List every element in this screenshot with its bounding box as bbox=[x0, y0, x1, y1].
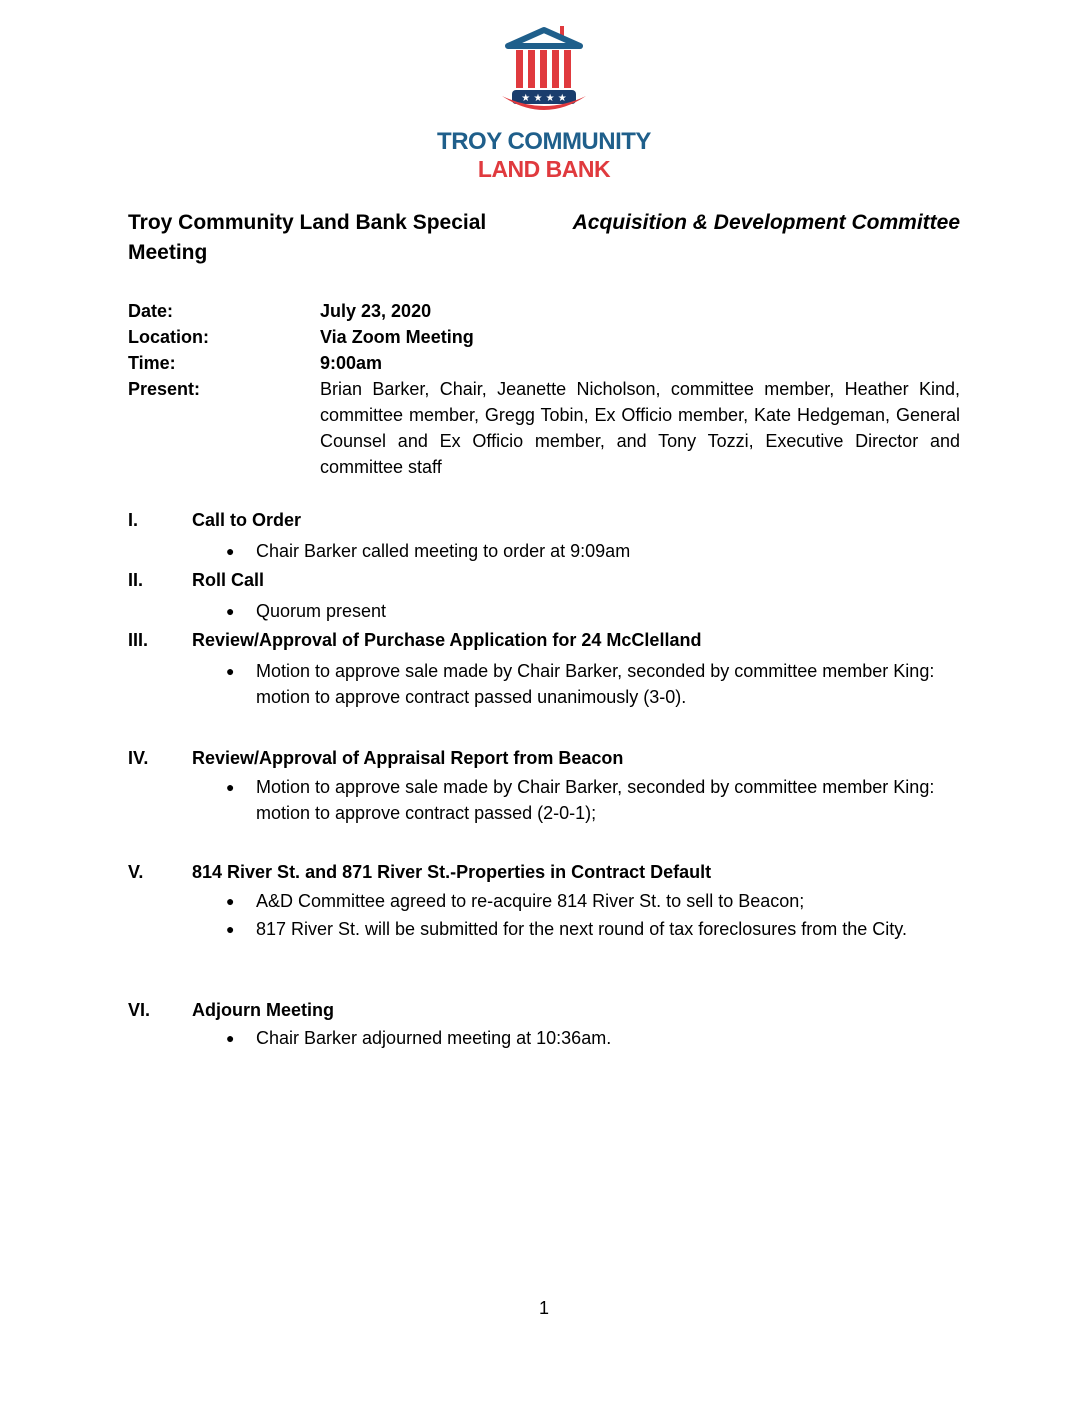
document-title bbox=[128, 208, 960, 268]
logo-text-land-bank: LAND BANK bbox=[477, 156, 611, 182]
bullet-dot: ● bbox=[226, 921, 235, 937]
section-5-number: V. bbox=[128, 862, 144, 882]
bullet-dot: ● bbox=[226, 893, 235, 909]
section-3-number: III. bbox=[128, 630, 149, 650]
section-2-bullet-1: Quorum present bbox=[256, 601, 387, 621]
present-label: Present: bbox=[128, 379, 201, 399]
section-5-bullet-2: 817 River St. will be submitted for the next round of tax foreclosures from the City. bbox=[256, 919, 907, 939]
section-5-heading: 814 River St. and 871 River St.-Properties in Contract Default bbox=[192, 862, 712, 882]
section-3-bullet-1: Motion to approve sale made by Chair Barker, seconded by committee member King: motion to approve contract passed unanimously (3-0). bbox=[256, 661, 935, 707]
location-label: Location: bbox=[128, 327, 209, 347]
bullet-dot: ● bbox=[226, 603, 235, 619]
section-4-heading: Review/Approval of Appraisal Report from Beacon bbox=[192, 748, 624, 768]
section-6-bullet-1: Chair Barker adjourned meeting at 10:36am. bbox=[256, 1028, 612, 1048]
bullet-dot: ● bbox=[226, 543, 235, 559]
section-1-bullet-1: Chair Barker called meeting to order at 9:09am bbox=[256, 541, 631, 561]
svg-text:★ ★ ★ ★: ★ ★ ★ ★ bbox=[521, 93, 567, 104]
capitol-building-icon bbox=[498, 24, 590, 116]
date-value: July 23, 2020 bbox=[320, 301, 432, 321]
time-label: Time: bbox=[128, 353, 176, 373]
time-value: 9:00am bbox=[320, 353, 383, 373]
section-2-number: II. bbox=[128, 570, 144, 590]
section-2-heading: Roll Call bbox=[192, 570, 265, 590]
title-part3: Meeting bbox=[128, 241, 208, 264]
bullet-dot: ● bbox=[226, 663, 235, 679]
section-4-number: IV. bbox=[128, 748, 149, 768]
location-value: Via Zoom Meeting bbox=[320, 327, 474, 347]
present-value: Brian Barker, Chair, Jeanette Nicholson, committee member, Heather Kind, committee member, Gregg Tobin, Ex Officio member, Kate Hedgeman, General Counsel and Ex Officio member, and Tony Tozzi, Executive Director and committee staff bbox=[320, 379, 960, 477]
section-6-heading: Adjourn Meeting bbox=[192, 1000, 334, 1020]
section-3-heading: Review/Approval of Purchase Application for 24 McClelland bbox=[192, 630, 702, 650]
page-number: 1 bbox=[538, 1298, 549, 1318]
title-part1: Troy Community Land Bank Special bbox=[128, 211, 487, 234]
logo-text-troy-community: TROY COMMUNITY bbox=[437, 128, 651, 155]
section-1-number: I. bbox=[128, 510, 139, 530]
section-1-heading: Call to Order bbox=[192, 510, 302, 530]
troy-land-bank-logo bbox=[426, 24, 662, 186]
section-4-bullet-1: Motion to approve sale made by Chair Barker, seconded by committee member King: motion to approve contract passed (2-0-1); bbox=[256, 777, 935, 823]
title-committee-name: Acquisition & Development Committee bbox=[572, 211, 960, 234]
bullet-dot: ● bbox=[226, 779, 235, 795]
section-5-bullet-1: A&D Committee agreed to re-acquire 814 River St. to sell to Beacon; bbox=[256, 891, 805, 911]
date-label: Date: bbox=[128, 301, 174, 321]
bullet-dot: ● bbox=[226, 1030, 235, 1046]
section-6-number: VI. bbox=[128, 1000, 151, 1020]
